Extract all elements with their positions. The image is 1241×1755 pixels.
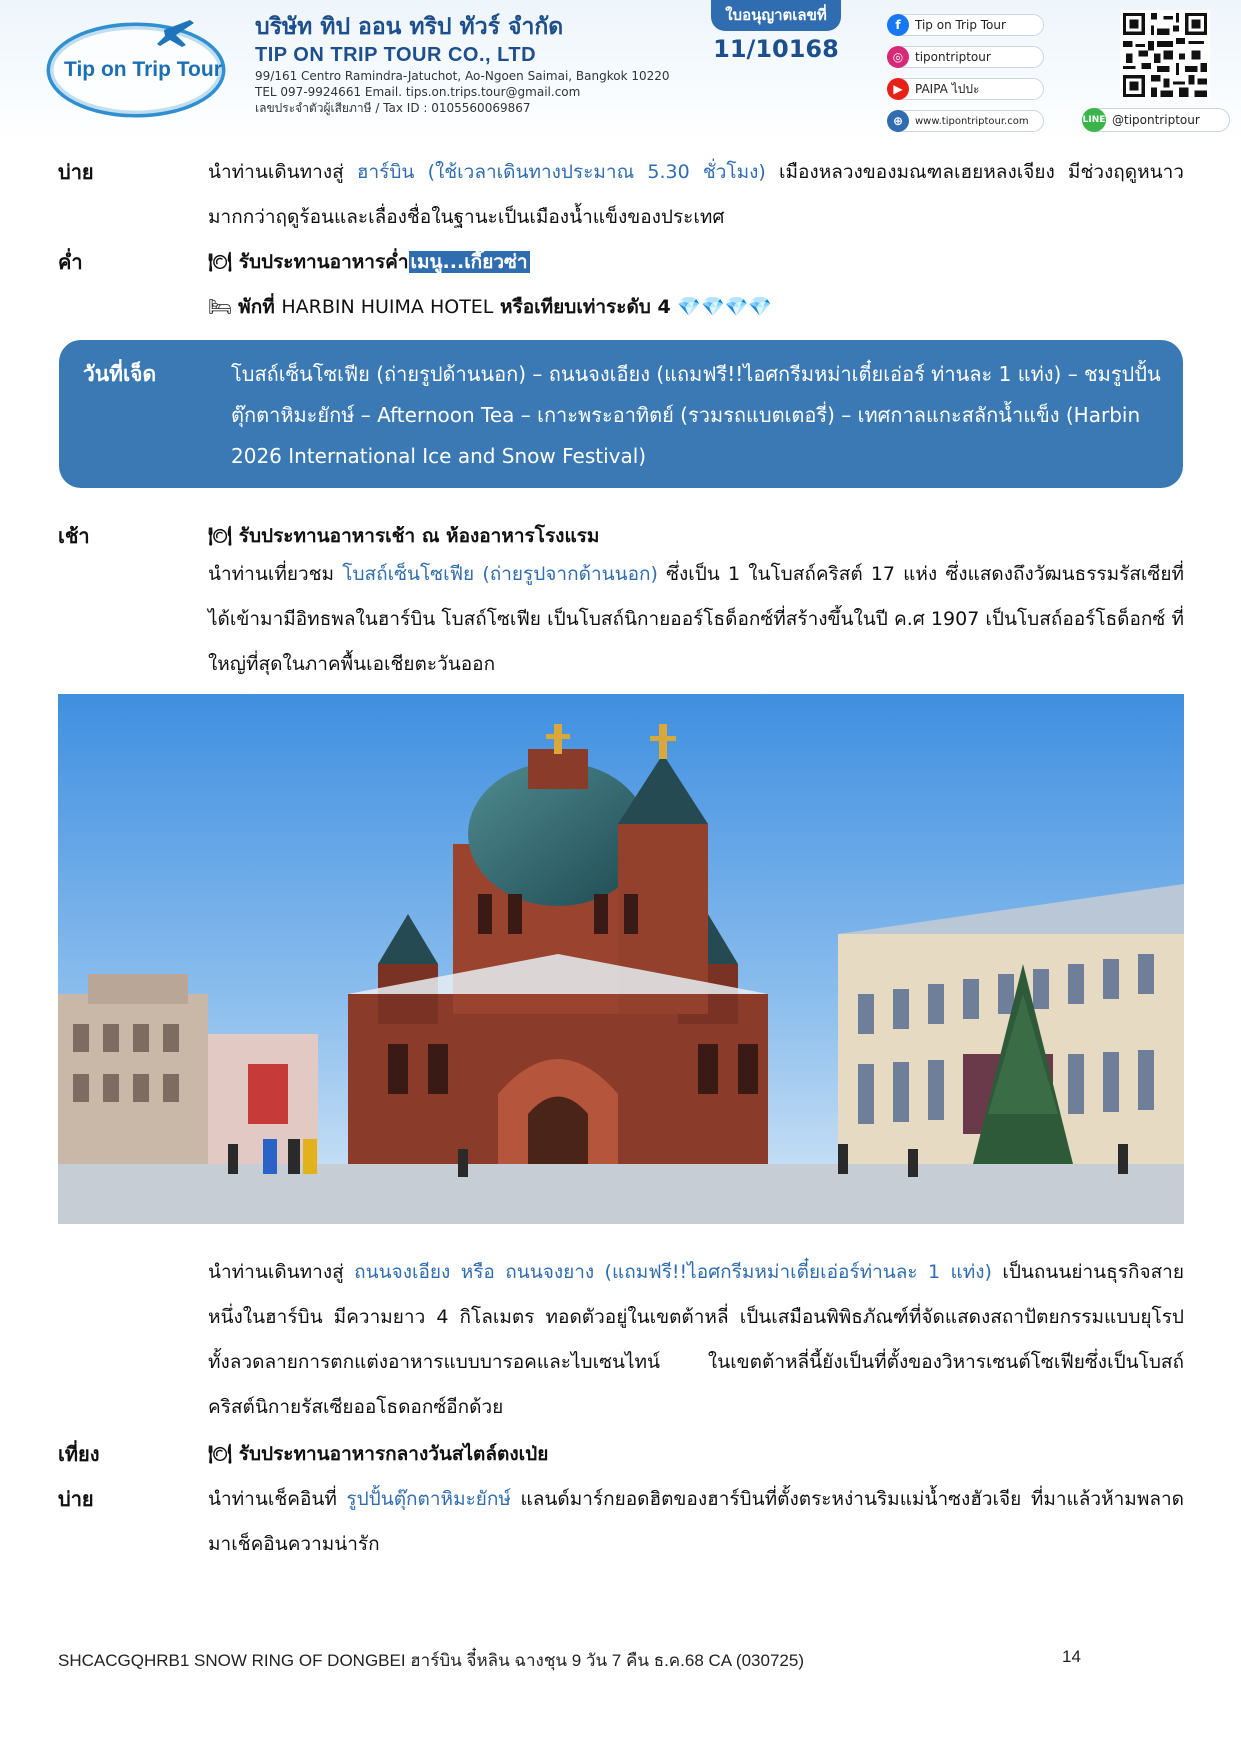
destination-highlight: โบสถ์เซ็นโซเฟีย (ถ่ายรูปจากด้านนอก) — [342, 563, 658, 585]
company-contact: TEL 097-9924661 Email. tips.on.trips.tour@gmail.com — [255, 85, 581, 99]
itinerary-church-row — [58, 552, 1184, 687]
itinerary-hotel-row — [58, 285, 1184, 330]
street-description — [208, 1250, 1184, 1430]
day-summary: โบสถ์เซ็นโซเฟีย (ถ่ายรูปด้านนอก) – ถนนจงเอียง (แถมฟรี!!ไอศกรีมหม่าเตี๋ยเอ่อร์ ท่านละ 1 แท่ง) – ชมรูปปั้นตุ๊กตาหิมะยักษ์ – Afternoon Tea – เกาะพระอาทิตย์ (รวมรถแบตเตอรี่) – เทศกาลแกะสลักน้ำแข็ง (Harbin 2026 International Ice and Snow Festival) — [231, 362, 1161, 468]
dinner-description — [208, 240, 1184, 285]
instagram-label: tipontriptour — [915, 50, 991, 64]
company-tax-id: เลขประจำตัวผู้เสียภาษี / Tax ID : 0105560069867 — [255, 101, 531, 115]
text-part: เป็นถนนย่านธุรกิจสายหนึ่งในฮาร์บิน มีความยาว 4 กิโลเมตร ทอดตัวอยู่ในเขตต้าหลี่ เป็นเสมือนพิพิธภัณฑ์ที่จัดแสดงสถาปัตยกรรมแบบยุโรป ทั้งลวดลายการตกแต่งอาหารแบบบารอคและไบเซนไทน์ ในเขตต้าหลี่นี้ยังเป็นที่ตั้งของวิหารเซนต์โซเฟียซึ่งเป็นโบสถ์คริสต์นิกายรัสเซียออโธดอกซ์อีกด้วย — [208, 1261, 1184, 1418]
hotel-name: HARBIN HUIMA HOTEL — [281, 296, 494, 318]
qr-code[interactable] — [1120, 10, 1210, 100]
youtube-link[interactable] — [888, 78, 1044, 100]
license-block — [694, 0, 858, 62]
line-icon: LINE — [1082, 108, 1106, 132]
page-header — [0, 0, 1241, 140]
text-part: แลนด์มาร์กยอดฮิตของฮาร์บินที่ตั้งตระหง่านริมแม่น้ำซงฮัวเจีย ที่มาแล้วห้ามพลาดมาเช็คอินความน่ารัก — [208, 1488, 1184, 1555]
menu-highlight: เมนู...เกี๊ยวซ่า — [410, 251, 528, 273]
itinerary-afternoon-row — [58, 150, 1184, 240]
hotel-suffix: หรือเทียบเท่าระดับ 4 — [493, 296, 678, 318]
tour-code: SHCACGQHRB1 SNOW RING OF DONGBEI ฮาร์บิน จี๋หลิน ฉางชุน 9 วัน 7 คืน ธ.ค.68 CA (030725) — [58, 1651, 804, 1670]
bed-icon: 🛏 — [208, 296, 233, 318]
page-number: 14 — [1062, 1647, 1081, 1666]
day-banner — [59, 340, 1183, 488]
text-part: เมืองหลวงของมณฑลเฮยหลงเจียง มีช่วงฤดูหนาวมากกว่าฤดูร้อนและเลื่องชื่อในฐานะเป็นเมืองน้ำแข็งของประเทศ — [208, 161, 1184, 228]
afternoon-description — [208, 150, 1184, 240]
time-label: ค่ำ — [58, 250, 83, 274]
hotel-description — [208, 285, 1184, 330]
itinerary-lunch-row — [58, 1432, 1184, 1477]
line-link[interactable] — [1082, 108, 1230, 132]
meal-icon: 🍽 — [208, 251, 233, 273]
company-address: 99/161 Centro Ramindra-Jatuchot, Ao-Ngoen Saimai, Bangkok 10220 — [255, 69, 670, 83]
license-label: ใบอนุญาตเลขที่ — [711, 0, 841, 31]
instagram-icon: ◎ — [887, 46, 909, 68]
company-name-th: บริษัท ทิป ออน ทริป ทัวร์ จำกัด — [255, 14, 564, 40]
day-title: วันที่เจ็ด — [83, 362, 157, 386]
destination-highlight: ถนนจงเอียง หรือ ถนนจงยาง (แถมฟรี!!ไอศกรีมหม่าเตี๋ยเอ่อร์ท่านละ 1 แท่ง) — [354, 1261, 992, 1283]
company-name-en: TIP ON TRIP TOUR CO., LTD — [255, 44, 537, 66]
saint-sophia-cathedral-photo — [58, 694, 1184, 1224]
line-id: @tipontriptour — [1112, 113, 1200, 127]
hotel-prefix: พักที่ — [238, 296, 282, 318]
itinerary-street-row — [58, 1250, 1184, 1435]
text-part: นำท่านเที่ยวชม — [208, 563, 343, 585]
meal-text: รับประทานอาหารกลางวันสไตล์ตงเป่ย — [238, 1443, 549, 1465]
church-description — [208, 552, 1184, 687]
meal-text: รับประทานอาหารเช้า ณ ห้องอาหารโรงแรม — [238, 525, 600, 547]
destination-highlight: ฮาร์บิน (ใช้เวลาเดินทางประมาณ 5.30 ชั่วโมง) — [356, 161, 766, 183]
text-part: นำท่านเช็คอินที่ — [208, 1488, 347, 1510]
time-label: เช้า — [58, 524, 90, 548]
company-logo — [44, 12, 234, 122]
itinerary-snowman-row — [58, 1477, 1184, 1567]
meal-text: รับประทานอาหารค่ำ — [238, 251, 409, 273]
youtube-icon: ▶ — [887, 78, 909, 100]
youtube-label: PAIPA ไปปะ — [915, 81, 980, 96]
time-label: บ่าย — [58, 160, 94, 184]
instagram-link[interactable] — [888, 46, 1044, 68]
license-number: 11/10168 — [713, 35, 839, 63]
website-link[interactable] — [888, 110, 1044, 132]
website-icon: ⊕ — [887, 110, 909, 132]
meal-icon: 🍽 — [208, 1443, 233, 1465]
rating-gems-icon: 💎💎💎💎 — [677, 296, 772, 318]
lunch-description — [208, 1432, 1184, 1477]
text-part: นำท่านเดินทางสู่ — [208, 161, 357, 183]
page-footer — [58, 1647, 1184, 1674]
text-part: ซึ่งเป็น 1 ในโบสถ์คริสต์ 17 แห่ง ซึ่งแสดงถึงวัฒนธรรมรัสเซียที่ได้เข้ามามีอิทธพลในฮาร์บิน โบสถ์โซเฟีย เป็นโบสถ์นิกายออร์โธด็อกซ์ที่สร้างขึ้นในปี ค.ศ 1907 เป็นโบสถ์ออร์โธด็อกซ์ ที่ใหญ่ที่สุดในภาคพื้นเอเชียตะวันออก — [208, 563, 1184, 675]
meal-icon: 🍽 — [208, 525, 233, 547]
social-contacts — [888, 14, 1044, 140]
facebook-link[interactable] — [888, 14, 1044, 36]
website-label: www.tipontriptour.com — [915, 115, 1029, 127]
snowman-description — [208, 1477, 1184, 1567]
time-label: เที่ยง — [58, 1442, 100, 1466]
facebook-icon: f — [887, 14, 909, 36]
destination-highlight: รูปปั้นตุ๊กตาหิมะยักษ์ — [346, 1488, 511, 1510]
logo-text: Tip on Trip Tour — [64, 58, 222, 81]
facebook-label: Tip on Trip Tour — [915, 18, 1006, 32]
time-label: บ่าย — [58, 1487, 94, 1511]
itinerary-dinner-row — [58, 240, 1184, 285]
text-part: นำท่านเดินทางสู่ — [208, 1261, 355, 1283]
company-info — [255, 12, 670, 116]
